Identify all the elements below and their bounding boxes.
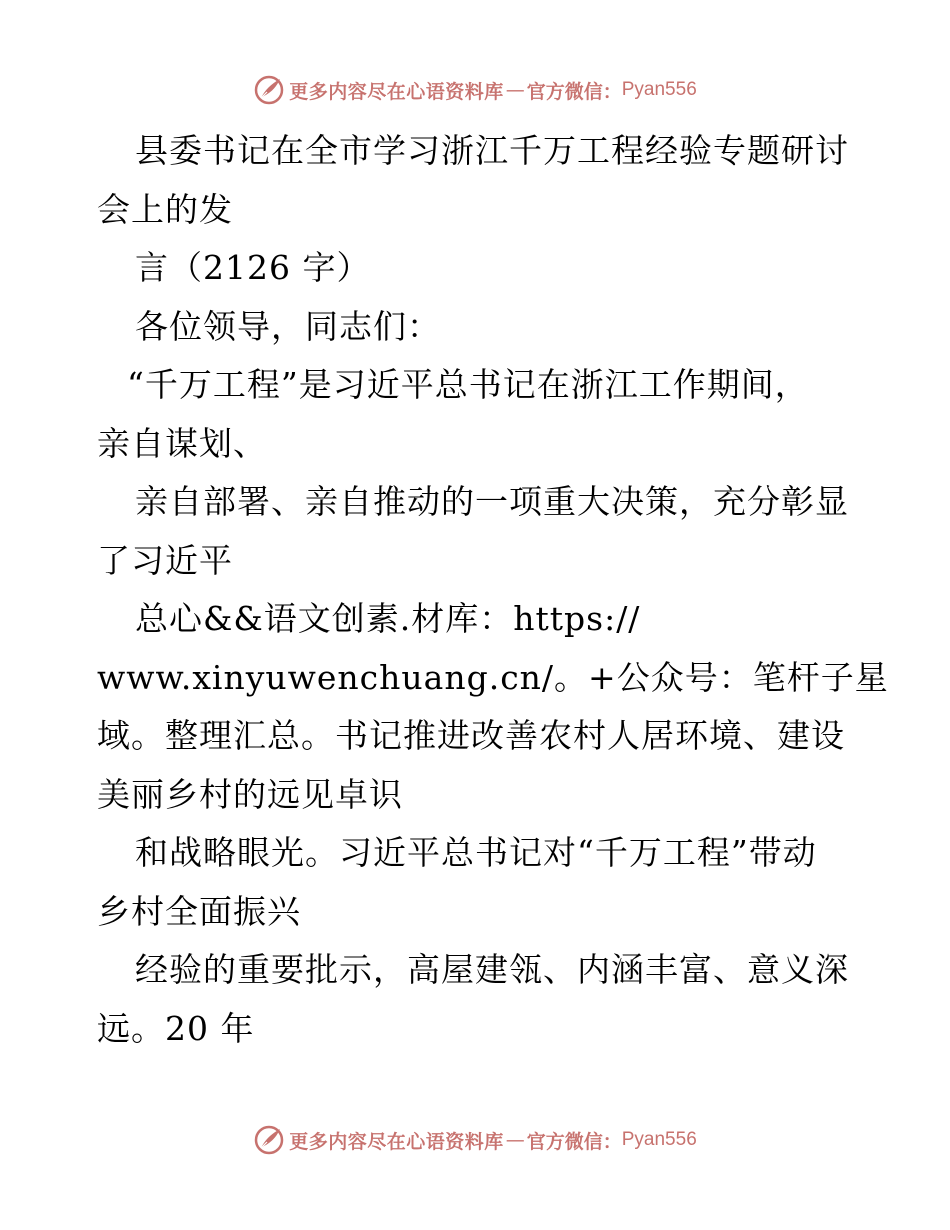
body-line: 美丽乡村的远见卓识 [97,774,403,814]
header-watermark [0,70,950,110]
watermark-brand: 更多内容尽在心语资料库 [289,80,504,103]
watermark-brand: 更多内容尽在心语资料库 [289,1130,504,1153]
quill-logo-icon [253,74,285,106]
body-line: 经验的重要批示，高屋建瓴、内涵丰富、意义深 [135,950,849,989]
body-line: 和战略眼光。习近平总书记对“千万工程”带动 [135,833,817,872]
body-line: 总心&&语文创素.材库：https:// [135,599,641,638]
watermark-wechat-label: 官方微信： [526,1130,622,1153]
body-line-title: 县委书记在全市学习浙江千万工程经验专题研讨 [135,131,849,170]
watermark-dash: — [505,79,525,101]
footer-watermark [0,1120,950,1160]
body-line: 言（2126 字） [135,248,371,287]
body-line: 域。整理汇总。书记推进改善农村人居环境、建设 [97,716,845,755]
body-line: 会上的发 [97,189,233,229]
watermark-dash: — [505,1129,525,1151]
body-line: www.xinyuwenchuang.cn/。+公众号：笔杆子星 [97,657,889,697]
body-line: 乡村全面振兴 [97,891,301,931]
document-body [97,122,889,1058]
quill-logo-icon [253,1124,285,1156]
watermark-wechat-id: Pyan556 [621,79,697,100]
watermark-wechat-label: 官方微信： [526,80,622,103]
body-line-salutation: 各位领导，同志们： [135,306,441,346]
body-line: 亲自部署、亲自推动的一项重大决策，充分彰显 [135,482,849,521]
body-line: 亲自谋划、 [97,423,267,463]
body-line: 远。20 年 [97,1008,255,1048]
watermark-wechat-id: Pyan556 [621,1129,697,1150]
body-line: 了习近平 [97,540,233,580]
body-line: “千万工程”是习近平总书记在浙江工作期间， [127,365,809,404]
